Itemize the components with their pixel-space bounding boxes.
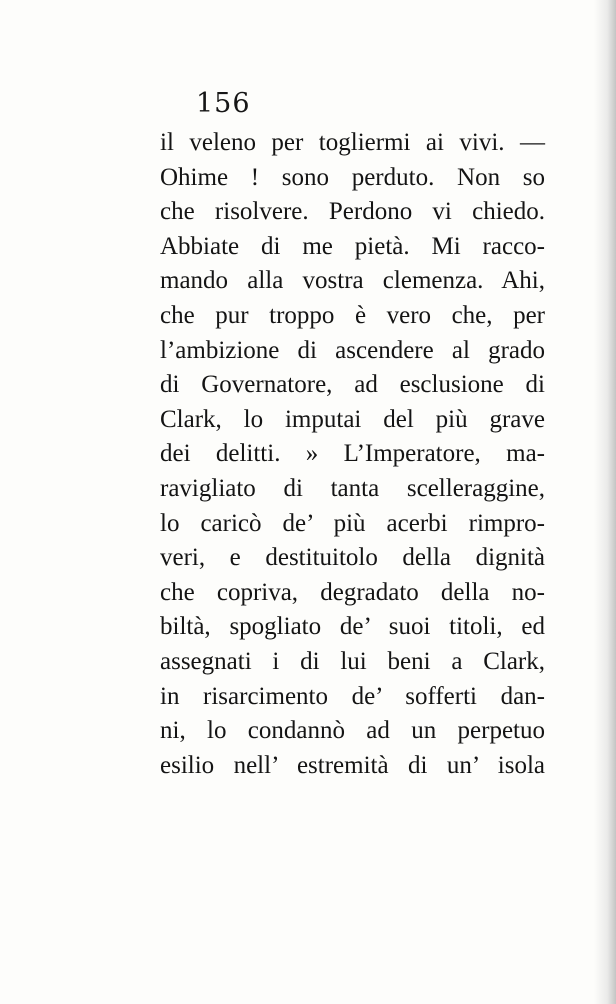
text-line-16: assegnati i di lui beni a Clark, xyxy=(160,647,545,675)
text-body xyxy=(160,126,545,783)
text-line-17: in risarcimento de’ sofferti dan- xyxy=(160,682,545,710)
text-line-13: veri, e destituitolo della dignità xyxy=(160,544,545,572)
text-line-1: il veleno per togliermi ai vivi. — xyxy=(160,129,545,156)
text-line-5: mando alla vostra clemenza. Ahi, xyxy=(160,267,545,295)
text-line-19: esilio nell’ estremità di un’ isola xyxy=(160,751,545,779)
text-line-4: Abbiate di me pietà. Mi racco- xyxy=(160,232,545,260)
text-line-10: dei delitti. » L’Imperatore, ma- xyxy=(160,440,545,468)
page-edge-shadow xyxy=(594,0,616,1004)
text-line-12: lo caricò de’ più acerbi rimpro- xyxy=(160,509,545,537)
text-line-2: Ohime ! sono perduto. Non so xyxy=(160,163,545,191)
text-line-7: l’ambizione di ascendere al grado xyxy=(160,336,545,364)
text-line-9: Clark, lo imputai del più grave xyxy=(160,405,545,433)
text-line-14: che copriva, degradato della no- xyxy=(160,578,545,606)
text-line-3: che risolvere. Perdono vi chiedo. xyxy=(160,198,545,226)
text-line-11: ravigliato di tanta scelleraggine, xyxy=(160,474,545,502)
text-line-15: biltà, spogliato de’ suoi titoli, ed xyxy=(160,613,545,641)
text-line-8: di Governatore, ad esclusione di xyxy=(160,371,545,399)
text-line-18: ni, lo condannò ad un perpetuo xyxy=(160,717,545,745)
page-number: 156 xyxy=(196,88,251,119)
text-line-6: che pur troppo è vero che, per xyxy=(160,301,545,329)
